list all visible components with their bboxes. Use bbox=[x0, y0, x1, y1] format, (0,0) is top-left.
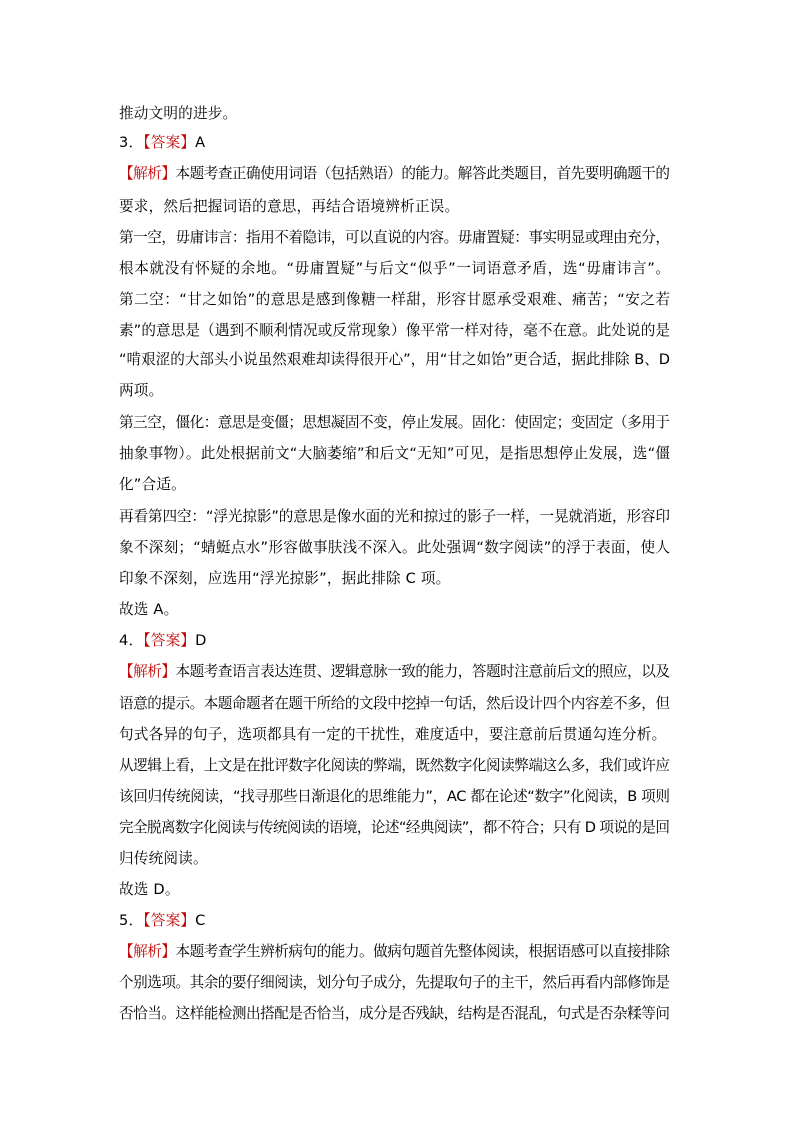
text-line bbox=[119, 911, 206, 931]
text-line bbox=[119, 507, 670, 527]
text-line bbox=[119, 228, 670, 248]
text-segment: 推动文明的进步。 bbox=[119, 105, 238, 122]
text-segment: 第三空，僵化：意思是变僵；思想凝固不变，停止发展。固化：使固定；变固定（多用于 bbox=[119, 414, 670, 431]
section-tag: 【解析】 bbox=[119, 663, 176, 680]
text-line bbox=[119, 600, 178, 620]
text-segment: 4． bbox=[119, 632, 144, 649]
text-segment: 3． bbox=[119, 134, 144, 151]
text-line bbox=[119, 725, 666, 745]
text-line bbox=[119, 413, 670, 433]
text-segment: 语意的提示。本题命题者在题干所给的文段中挖掉一句话，然后设计四个内容差不多，但 bbox=[119, 695, 670, 712]
text-line bbox=[119, 662, 670, 682]
text-segment: 素”的意思是（遇到不顺利情况或反常现象）像平常一样对待，毫不在意。此处说的是 bbox=[119, 322, 671, 339]
text-segment: 从逻辑上看，上文是在批评数字化阅读的弊端，既然数字化阅读弊端这么多，我们或许应 bbox=[119, 757, 670, 774]
text-line bbox=[119, 880, 180, 900]
text-line bbox=[119, 756, 670, 776]
text-line bbox=[119, 197, 459, 217]
text-line bbox=[119, 694, 670, 714]
text-line bbox=[119, 104, 237, 124]
text-segment: 归传统阅读。 bbox=[119, 850, 208, 867]
text-line bbox=[119, 787, 670, 807]
section-tag: 【答案】 bbox=[143, 912, 196, 929]
text-line bbox=[119, 290, 670, 310]
text-segment: 印象不深刻，应选用“浮光掠影”，据此排除 C 项。 bbox=[119, 570, 451, 587]
text-segment: “啃艰涩的大部头小说虽然艰难却读得很开心”，用“甘之如饴”更合适，据此排除 B、D bbox=[119, 351, 670, 368]
text-segment: 抽象事物）。此处根据前文“大脑萎缩”和后文“无知”可见，是指思想停止发展，选“僵 bbox=[119, 445, 671, 462]
text-segment: 完全脱离数字化阅读与传统阅读的语境，论述“经典阅读”，都不符合；只有 D 项说的是回 bbox=[119, 819, 670, 836]
text-line bbox=[119, 569, 450, 589]
text-line bbox=[119, 849, 208, 869]
text-segment: 本题考查学生辨析病句的能力。做病句题首先整体阅读，根据语感可以直接排除 bbox=[175, 943, 670, 960]
section-tag: 【答案】 bbox=[143, 134, 196, 151]
text-segment: 两项。 bbox=[119, 382, 164, 399]
text-segment: C bbox=[195, 912, 206, 929]
text-line bbox=[119, 973, 670, 993]
text-line bbox=[119, 1004, 670, 1024]
text-segment: 故选 A。 bbox=[119, 601, 179, 618]
text-line bbox=[119, 259, 671, 279]
text-line bbox=[119, 444, 670, 464]
text-line bbox=[119, 350, 670, 370]
text-segment: 第一空，毋庸讳言：指用不着隐讳，可以直说的内容。毋庸置疑：事实明显或理由充分， bbox=[119, 229, 670, 246]
text-segment: 再看第四空：“浮光掠影”的意思是像水面的光和掠过的影子一样，一晃就消逝，形容印 bbox=[119, 508, 670, 525]
text-segment: 故选 D。 bbox=[119, 881, 180, 898]
text-segment: 化”合适。 bbox=[119, 476, 186, 493]
text-segment: 根本就没有怀疑的余地。“毋庸置疑”与后文“似乎”一词语意矛盾，选“毋庸讳言”。 bbox=[119, 260, 671, 277]
section-tag: 【解析】 bbox=[119, 943, 176, 960]
text-segment: 本题考查语言表达连贯、逻辑意脉一致的能力，答题时注意前后文的照应，以及 bbox=[175, 663, 670, 680]
text-segment: A bbox=[195, 134, 206, 151]
text-line bbox=[119, 321, 670, 341]
section-tag: 【答案】 bbox=[143, 632, 196, 649]
text-line bbox=[119, 475, 186, 495]
section-tag: 【解析】 bbox=[119, 165, 176, 182]
text-segment: 个别选项。其余的要仔细阅读，划分句子成分，先提取句子的主干，然后再看内部修饰是 bbox=[119, 974, 670, 991]
text-line bbox=[119, 538, 670, 558]
text-segment: 句式各异的句子，选项都具有一定的干扰性，难度适中，要注意前后贯通勾连分析。 bbox=[119, 726, 667, 743]
text-segment: 本题考查正确使用词语（包括熟语）的能力。解答此类题目，首先要明确题干的 bbox=[175, 165, 670, 182]
text-line bbox=[119, 942, 670, 962]
text-line bbox=[119, 381, 163, 401]
text-segment: 第二空：“甘之如饴”的意思是感到像糖一样甜，形容甘愿承受艰难、痛苦；“安之若 bbox=[119, 291, 671, 308]
text-segment: D bbox=[195, 632, 207, 649]
text-line bbox=[119, 133, 205, 153]
text-line bbox=[119, 818, 669, 838]
text-line bbox=[119, 164, 670, 184]
text-segment: 5． bbox=[119, 912, 144, 929]
text-segment: 该回归传统阅读，“找寻那些日渐退化的思维能力”，AC 都在论述“数字”化阅读，B 项则 bbox=[119, 788, 670, 805]
text-segment: 否恰当。这样能检测出搭配是否恰当，成分是否残缺，结构是否混乱，句式是否杂糅等问 bbox=[119, 1005, 670, 1022]
text-line bbox=[119, 631, 207, 651]
text-segment: 要求，然后把握词语的意思，再结合语境辨析正误。 bbox=[119, 198, 460, 215]
text-segment: 象不深刻；“蜻蜓点水”形容做事肤浅不深入。此处强调“数字阅读”的浮于表面，使人 bbox=[119, 539, 671, 556]
